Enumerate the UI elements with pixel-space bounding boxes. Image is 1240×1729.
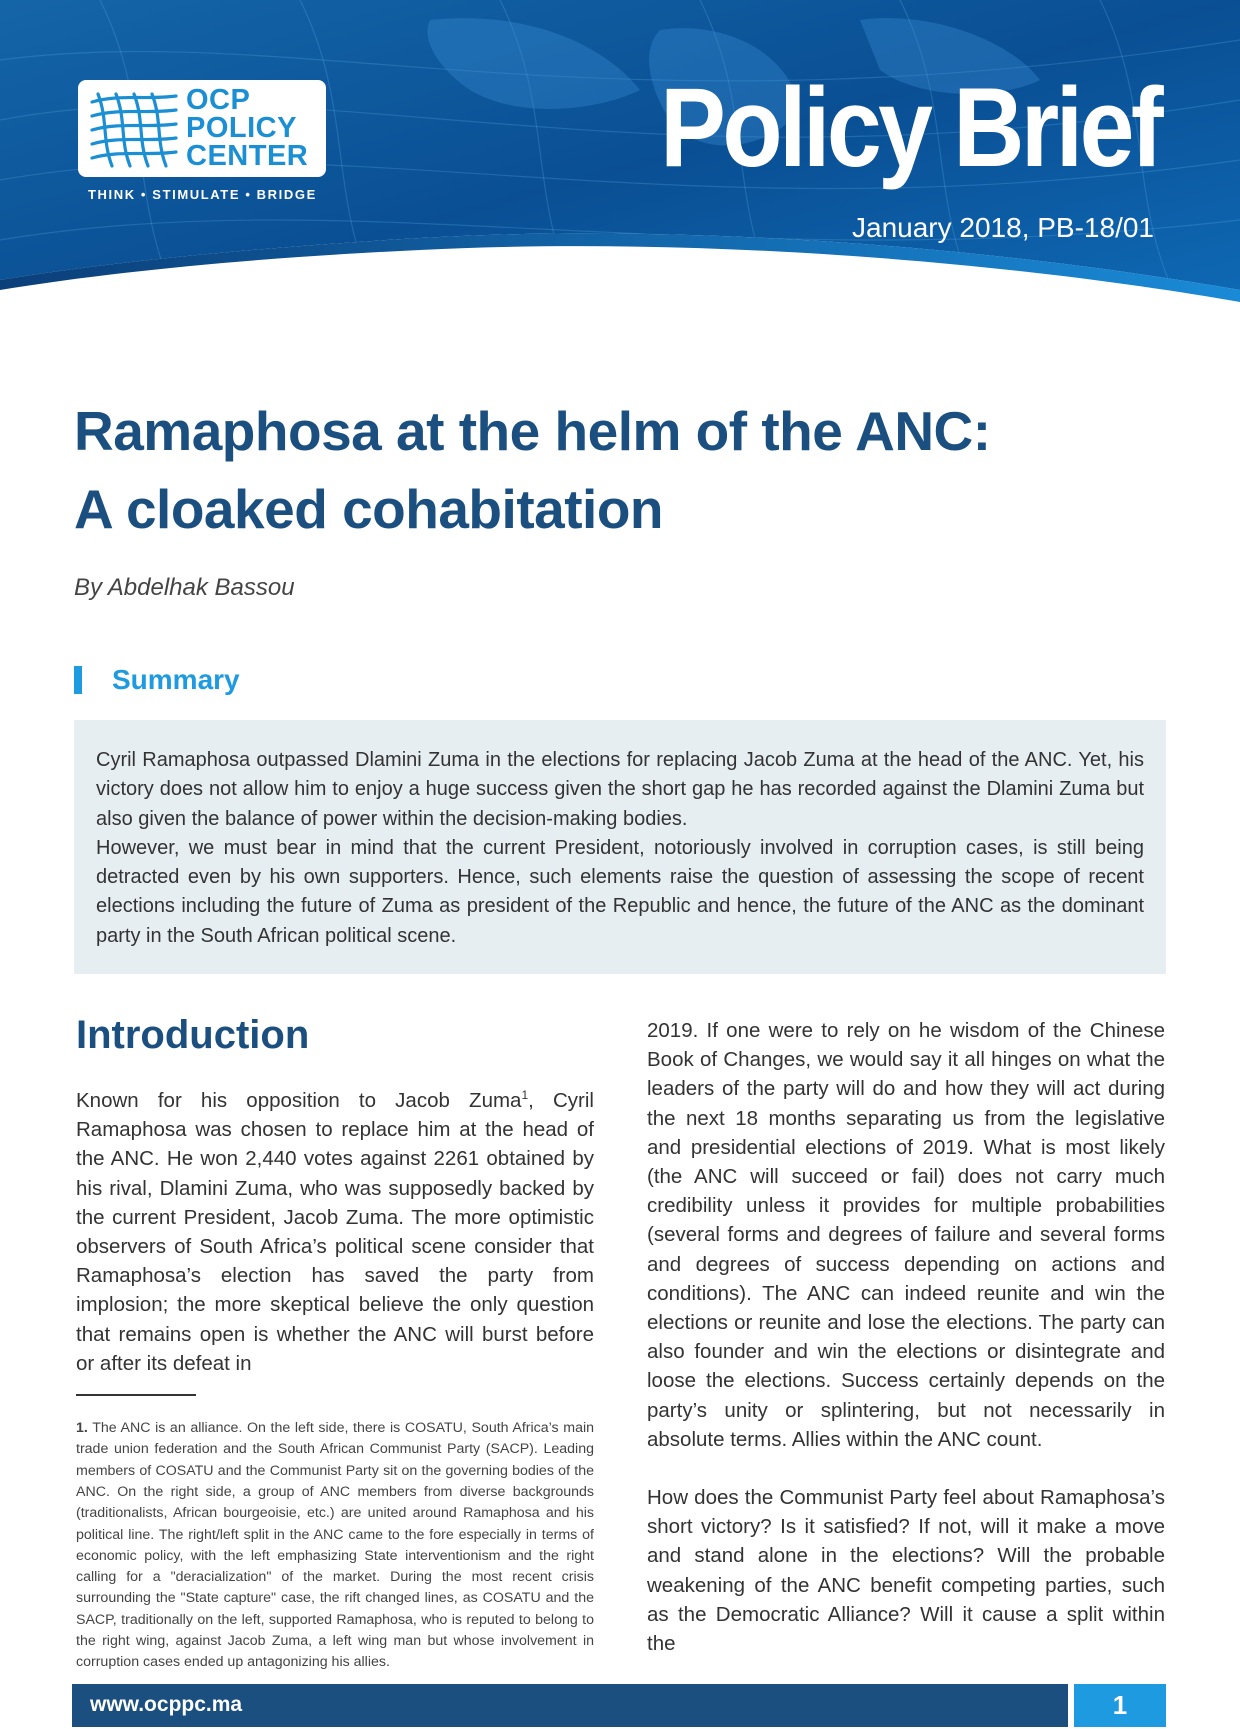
document-title-line-1: Ramaphosa at the helm of the ANC: — [74, 400, 991, 462]
intro-paragraph-1 — [76, 1086, 594, 1378]
left-column — [76, 1010, 594, 1674]
author-byline: By Abdelhak Bassou — [74, 574, 295, 601]
intro-paragraph-1-end: , Cyril Ramaphosa was chosen to replace him at the head of the ANC. He won 2,440 votes against 2261 obtained by his rival, Dlamini Zuma, who was supposedly backed by the current President, Jacob Zuma. The more optimistic observers of South Africa’s political scene consider that Ramaphosa’s election has saved the party from implosion; the more skeptical believe the only question that remains open is whether the ANC will burst before or after its defeat in — [76, 1089, 594, 1375]
summary-box — [74, 720, 1166, 974]
logo-line-ocp: OCP — [186, 84, 251, 116]
right-paragraph-2: How does the Communist Party feel about Ramaphosa’s short victory? Is it satisfied? If not, will it make a move and stand alone in the elections? Will the probable weakening of the ANC benefit competing parties, such as the Democratic Alliance? Will it cause a split within the — [647, 1486, 1165, 1656]
footer-bar — [72, 1684, 1068, 1727]
document-title-line-2: A cloaked cohabitation — [74, 478, 664, 540]
footnote-reference[interactable]: 1 — [521, 1088, 529, 1103]
summary-heading-label: Summary — [112, 664, 240, 695]
logo-mesh-icon — [88, 90, 180, 170]
summary-paragraph-2: However, we must bear in mind that the current President, notoriously involved in corruption cases, is still being detracted even by his own supporters. Hence, such elements raise the question of assessing the scope of recent elections including the future of Zuma as president of the Republic and hence, the future of the ANC as the dominant party in the South African political scene. — [96, 836, 1144, 947]
header-banner — [0, 0, 1240, 340]
footnote-text: The ANC is an alliance. On the left side, there is COSATU, South Africa’s main trade union federation and the South African Communist Party (SACP). Leading members of COSATU and the Communist Party sit on the governing bodies of the ANC. On the right side, a group of ANC members from diverse backgrounds (traditionalists, African bourgeoisie, etc.) are united around Ramaphosa and his political line. The right/left split in the ANC came to the fore especially in terms of economic policy, with the left emphasizing State interventionism and the right calling for a "deracialization" of the market. During the most recent crisis surrounding the "State capture" case, the rift changed lines, as COSATU and the SACP, traditionally on the left, supported Ramaphosa, who is reputed to belong to the right wing, against Jacob Zuma, a left wing man but whose involvement in corruption cases ended up antagonizing his allies. — [76, 1420, 594, 1671]
logo — [78, 80, 326, 177]
right-column — [647, 1016, 1165, 1658]
website-link[interactable]: www.ocppc.ma — [90, 1693, 243, 1716]
document-title — [74, 392, 1174, 548]
logo-line-policy: POLICY — [186, 112, 297, 144]
logo-wordmark — [186, 86, 322, 170]
logo-line-center: CENTER — [186, 140, 309, 172]
introduction-heading: Introduction — [76, 1013, 310, 1057]
logo-tagline: THINK • STIMULATE • BRIDGE — [88, 187, 317, 202]
footnote — [76, 1418, 594, 1674]
right-paragraph-1: 2019. If one were to rely on he wisdom of the Chinese Book of Changes, we would say it all hinges on what the leaders of the party will do and how they will act during the next 18 months separating us from the legislative and presidential elections of 2019. What is most likely (the ANC will succeed or fail) does not carry much credibility unless it provides for multiple probabilities (several forms and degrees of failure and several forms and degrees of success depending on actions and conditions). The ANC can indeed reunite and win the elections or reunite and lose the elections. The party can also founder and win the elections or disintegrate and loose the elections. Success certainly depends on the party’s unity or splintering, but not necessarily in absolute terms. Allies within the ANC count. — [647, 1019, 1165, 1451]
footnote-number: 1. — [76, 1420, 88, 1437]
policy-brief-title: Policy Brief — [659, 65, 1160, 190]
publication-date: January 2018, PB-18/01 — [852, 212, 1154, 243]
summary-paragraph-1: Cyril Ramaphosa outpassed Dlamini Zuma in the elections for replacing Jacob Zuma at the head of the ANC. Yet, his victory does not allow him to enjoy a huge success given the short gap he has recorded against the Dlamini Zuma but also given the balance of power within the decision-making bodies. — [96, 749, 1144, 830]
page-number: 1 — [1074, 1684, 1166, 1727]
summary-marker — [74, 666, 82, 694]
footnote-divider — [76, 1394, 196, 1396]
intro-paragraph-1-start: Known for his opposition to Jacob Zuma — [76, 1089, 522, 1112]
